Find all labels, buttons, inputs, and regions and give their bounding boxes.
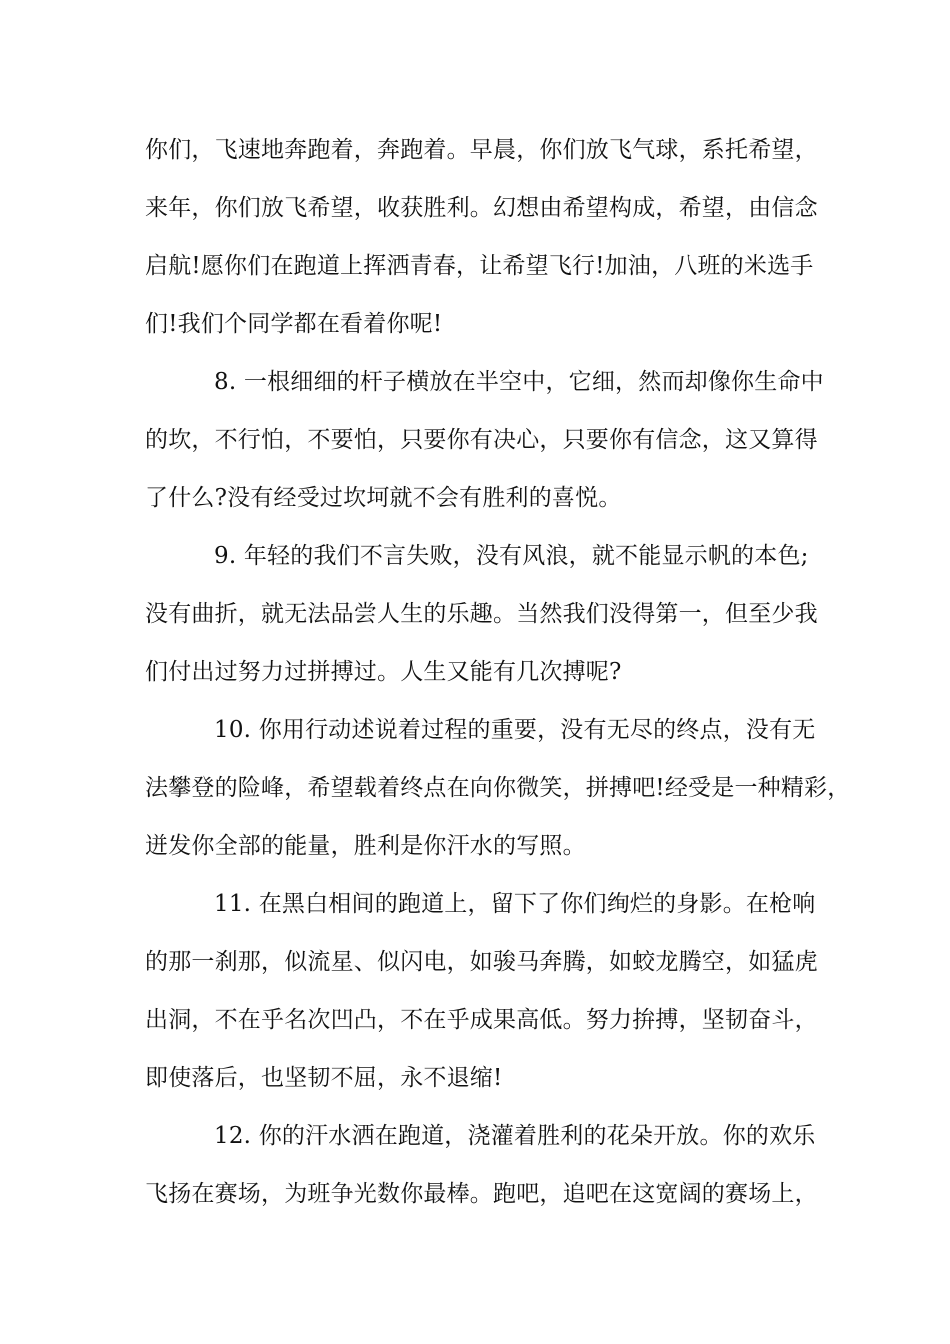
text-line: 你们，飞速地奔跑着，奔跑着。早晨，你们放飞气球，系托希望，	[145, 137, 818, 163]
text-line: 了什么?没有经受过坎坷就不会有胜利的喜悦。	[145, 485, 622, 511]
text-line: 8. 一根细细的杆子横放在半空中，它细，然而却像你生命中	[214, 369, 824, 395]
text-line: 11. 在黑白相间的跑道上，留下了你们绚烂的身影。在枪响	[214, 891, 816, 917]
text-line: 们!我们个同学都在看着你呢!	[145, 311, 443, 337]
text-line: 的坎，不行怕，不要怕，只要你有决心，只要你有信念，这又算得	[145, 427, 818, 453]
text-line: 来年，你们放飞希望，收获胜利。幻想由希望构成，希望，由信念	[145, 195, 818, 221]
text-line: 迸发你全部的能量，胜利是你汗水的写照。	[145, 833, 586, 859]
text-line: 的那一刹那，似流星、似闪电，如骏马奔腾，如蛟龙腾空，如猛虎	[145, 949, 818, 975]
text-line: 没有曲折，就无法品尝人生的乐趣。当然我们没得第一，但至少我	[145, 601, 818, 627]
text-line: 法攀登的险峰，希望载着终点在向你微笑，拼搏吧!经受是一种精彩，	[145, 775, 851, 801]
text-line: 即使落后，也坚韧不屈，永不退缩!	[145, 1065, 503, 1091]
text-line: 10. 你用行动述说着过程的重要，没有无尽的终点，没有无	[214, 717, 816, 743]
text-line: 出洞，不在乎名次凹凸，不在乎成果高低。努力拚搏，坚韧奋斗，	[145, 1007, 818, 1033]
text-line: 12. 你的汗水洒在跑道，浇灌着胜利的花朵开放。你的欢乐	[214, 1123, 816, 1149]
text-line: 飞扬在赛场，为班争光数你最棒。跑吧，追吧在这宽阔的赛场上，	[145, 1181, 818, 1207]
text-line: 9. 年轻的我们不言失败，没有风浪，就不能显示帆的本色;	[214, 543, 809, 569]
text-line: 们付出过努力过拼搏过。人生又能有几次搏呢?	[145, 659, 622, 685]
text-line: 启航!愿你们在跑道上挥洒青春，让希望飞行!加油，八班的米选手	[145, 253, 814, 279]
